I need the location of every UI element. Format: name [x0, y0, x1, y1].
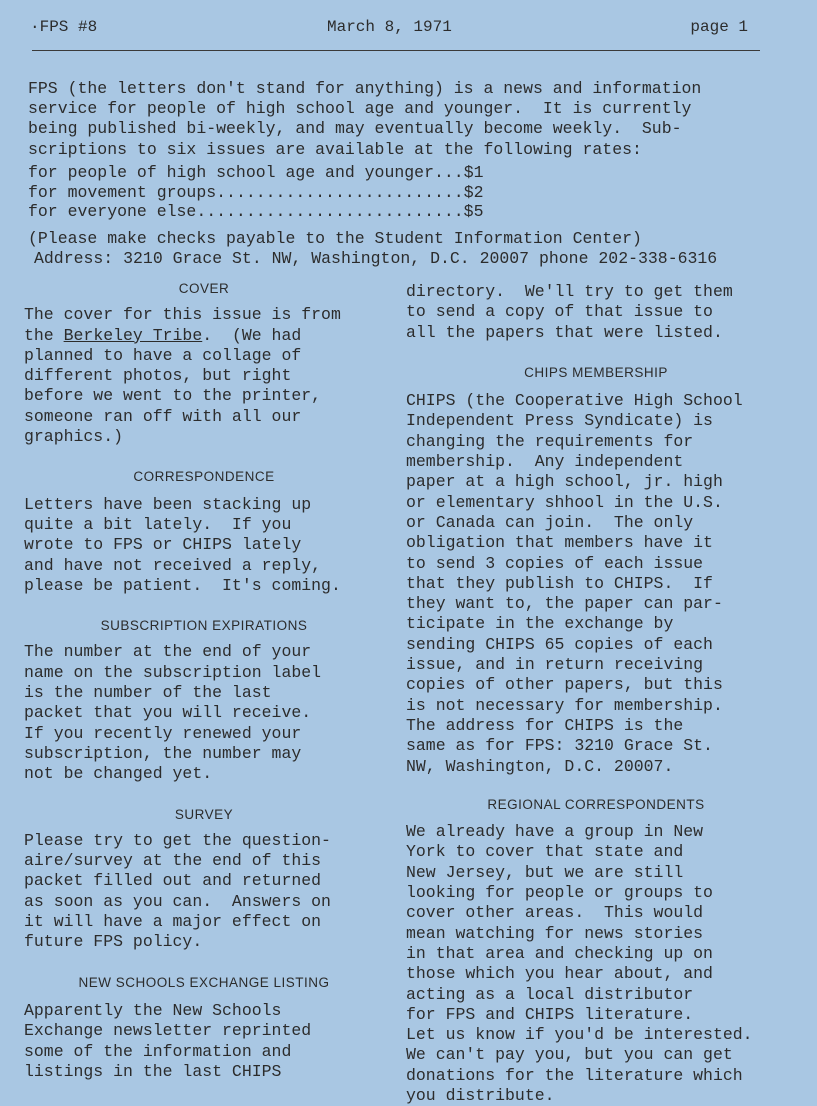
text-line: ticipate in the exchange by — [406, 614, 674, 634]
text-line: someone ran off with all our — [24, 406, 302, 426]
text-line: CHIPS (the Cooperative High School — [406, 391, 743, 411]
text-line: obligation that members have it — [406, 533, 713, 553]
rate-price: $1 — [463, 163, 484, 182]
rate-label: for movement groups — [28, 182, 217, 202]
section-title: REGIONAL CORRESPONDENTS — [487, 796, 705, 812]
text-line: mean watching for news stories — [406, 923, 704, 943]
text-line: in that area and checking up on — [406, 943, 713, 963]
text-line: Exchange newsletter reprinted — [24, 1021, 312, 1041]
text-line: NW, Washington, D.C. 20007. — [406, 756, 674, 776]
text-line: before we went to the printer, — [24, 386, 322, 406]
text-line: please be patient. It's coming. — [24, 575, 341, 595]
text-line: those which you hear about, and — [406, 964, 713, 984]
rate-leader: ......................... — [216, 182, 464, 202]
text-line: sending CHIPS 65 copies of each — [406, 634, 713, 654]
left-column — [24, 279, 384, 1082]
header-rule — [32, 50, 760, 51]
rate-price: $5 — [463, 202, 484, 222]
rate-label: for people of high school age and younger — [28, 163, 434, 182]
text-line: Letters have been stacking up — [24, 494, 312, 514]
text-fragment: the — [24, 325, 64, 345]
text-line: New Jersey, but we are still — [406, 862, 684, 882]
text-fragment: . (We had — [202, 325, 302, 345]
rate-row — [28, 183, 484, 203]
correspondence-section — [24, 467, 384, 596]
text-line: to send a copy of that issue to — [406, 302, 713, 322]
rate-price: $2 — [463, 182, 484, 202]
text-line: We can't pay you, but you can get — [406, 1045, 733, 1065]
text-line: name on the subscription label — [24, 662, 322, 682]
text-line: aire/survey at the end of this — [24, 851, 322, 871]
text-line: We already have a group in New — [406, 822, 704, 842]
subscription-rates — [28, 163, 484, 222]
rate-leader: ........................... — [196, 202, 464, 222]
intro-line: being published bi-weekly, and may eventually become weekly. Sub- — [28, 119, 682, 139]
text-line: Let us know if you'd be interested. — [406, 1025, 753, 1045]
text-line: not be changed yet. — [24, 764, 213, 784]
text-line: The number at the end of your — [24, 642, 312, 662]
text-line: that they publish to CHIPS. If — [406, 573, 713, 593]
section-title: COVER — [178, 281, 230, 296]
rate-leader: ... — [433, 163, 464, 182]
text-line: or Canada can join. The only — [406, 512, 694, 532]
text-line: paper at a high school, jr. high — [406, 472, 723, 492]
text-line: looking for people or groups to — [406, 883, 713, 903]
text-line: The address for CHIPS is the — [406, 715, 684, 735]
section-title: SUBSCRIPTION EXPIRATIONS — [100, 618, 308, 634]
expirations-section — [24, 616, 384, 784]
section-title: CORRESPONDENCE — [133, 469, 275, 485]
text-line: Please try to get the question- — [24, 830, 331, 850]
text-line: for FPS and CHIPS literature. — [406, 1004, 694, 1024]
intro-line: service for people of high school age and younger. It is currently — [28, 99, 692, 119]
text-line: quite a bit lately. If you — [24, 514, 292, 534]
text-line: If you recently renewed your — [24, 723, 302, 743]
text-line: it will have a major effect on — [24, 912, 322, 932]
text-line: or elementary shhool in the U.S. — [406, 492, 723, 512]
text-line: changing the requirements for — [406, 431, 694, 451]
text-line: copies of other papers, but this — [406, 675, 723, 695]
intro-paragraph — [28, 79, 788, 160]
text-line: Apparently the New Schools — [24, 1000, 282, 1020]
text-line: same as for FPS: 3210 Grace St. — [406, 736, 713, 756]
text-line: issue, and in return receiving — [406, 655, 704, 675]
cover-section — [24, 279, 384, 447]
page-number: page 1 — [690, 18, 748, 36]
text-line: future FPS policy. — [24, 932, 203, 952]
payment-note: (Please make checks payable to the Student Information Center) — [28, 229, 642, 248]
text-line: as soon as you can. Answers on — [24, 891, 331, 911]
text-line — [24, 326, 384, 346]
text-line: subscription, the number may — [24, 743, 302, 763]
text-line: directory. We'll try to get them — [406, 282, 733, 301]
text-line: some of the information and — [24, 1041, 292, 1061]
section-title: NEW SCHOOLS EXCHANGE LISTING — [78, 974, 330, 990]
text-line: different photos, but right — [24, 366, 292, 386]
intro-line: FPS (the letters don't stand for anything) is a news and information — [28, 79, 702, 98]
membership-section — [406, 363, 786, 777]
text-line: is not necessary for membership. — [406, 695, 723, 715]
text-line: planned to have a collage of — [24, 345, 302, 365]
text-line: packet filled out and returned — [24, 871, 322, 891]
text-line: membership. Any independent — [406, 452, 684, 472]
regional-section — [406, 795, 786, 1106]
text-line: they want to, the paper can par- — [406, 594, 723, 614]
continuation-section — [406, 282, 786, 343]
text-line: listings in the last CHIPS — [24, 1061, 282, 1081]
text-line: packet that you will receive. — [24, 703, 312, 723]
exchange-section — [24, 973, 384, 1082]
rate-row — [28, 163, 484, 183]
text-line: donations for the literature which — [406, 1065, 743, 1085]
text-line: all the papers that were listed. — [406, 322, 723, 342]
intro-line: scriptions to six issues are available at the following rates: — [28, 139, 642, 159]
text-line: Independent Press Syndicate) is — [406, 411, 713, 431]
rate-row — [28, 202, 484, 222]
rate-label: for everyone else — [28, 202, 197, 222]
text-line: you distribute. — [406, 1085, 555, 1105]
section-title: SURVEY — [174, 806, 234, 822]
text-line: The cover for this issue is from — [24, 305, 341, 325]
text-line: graphics.) — [24, 427, 124, 447]
contact-address: Address: 3210 Grace St. NW, Washington, D.C. 20007 phone 202-338-6316 — [34, 249, 718, 268]
text-line: acting as a local distributor — [406, 984, 694, 1004]
text-line: is the number of the last — [24, 683, 272, 703]
text-line: to send 3 copies of each issue — [406, 553, 704, 573]
issue-number: ·FPS #8 — [30, 18, 98, 36]
text-line: and have not received a reply, — [24, 555, 322, 575]
issue-date: March 8, 1971 — [327, 18, 452, 36]
publication-title: Berkeley Tribe — [63, 325, 203, 345]
page-header — [30, 18, 758, 44]
text-line: wrote to FPS or CHIPS lately — [24, 535, 302, 555]
text-line: York to cover that state and — [406, 842, 684, 862]
section-title: CHIPS MEMBERSHIP — [524, 364, 668, 380]
right-column — [406, 282, 786, 1106]
text-line: cover other areas. This would — [406, 903, 704, 923]
survey-section — [24, 805, 384, 953]
